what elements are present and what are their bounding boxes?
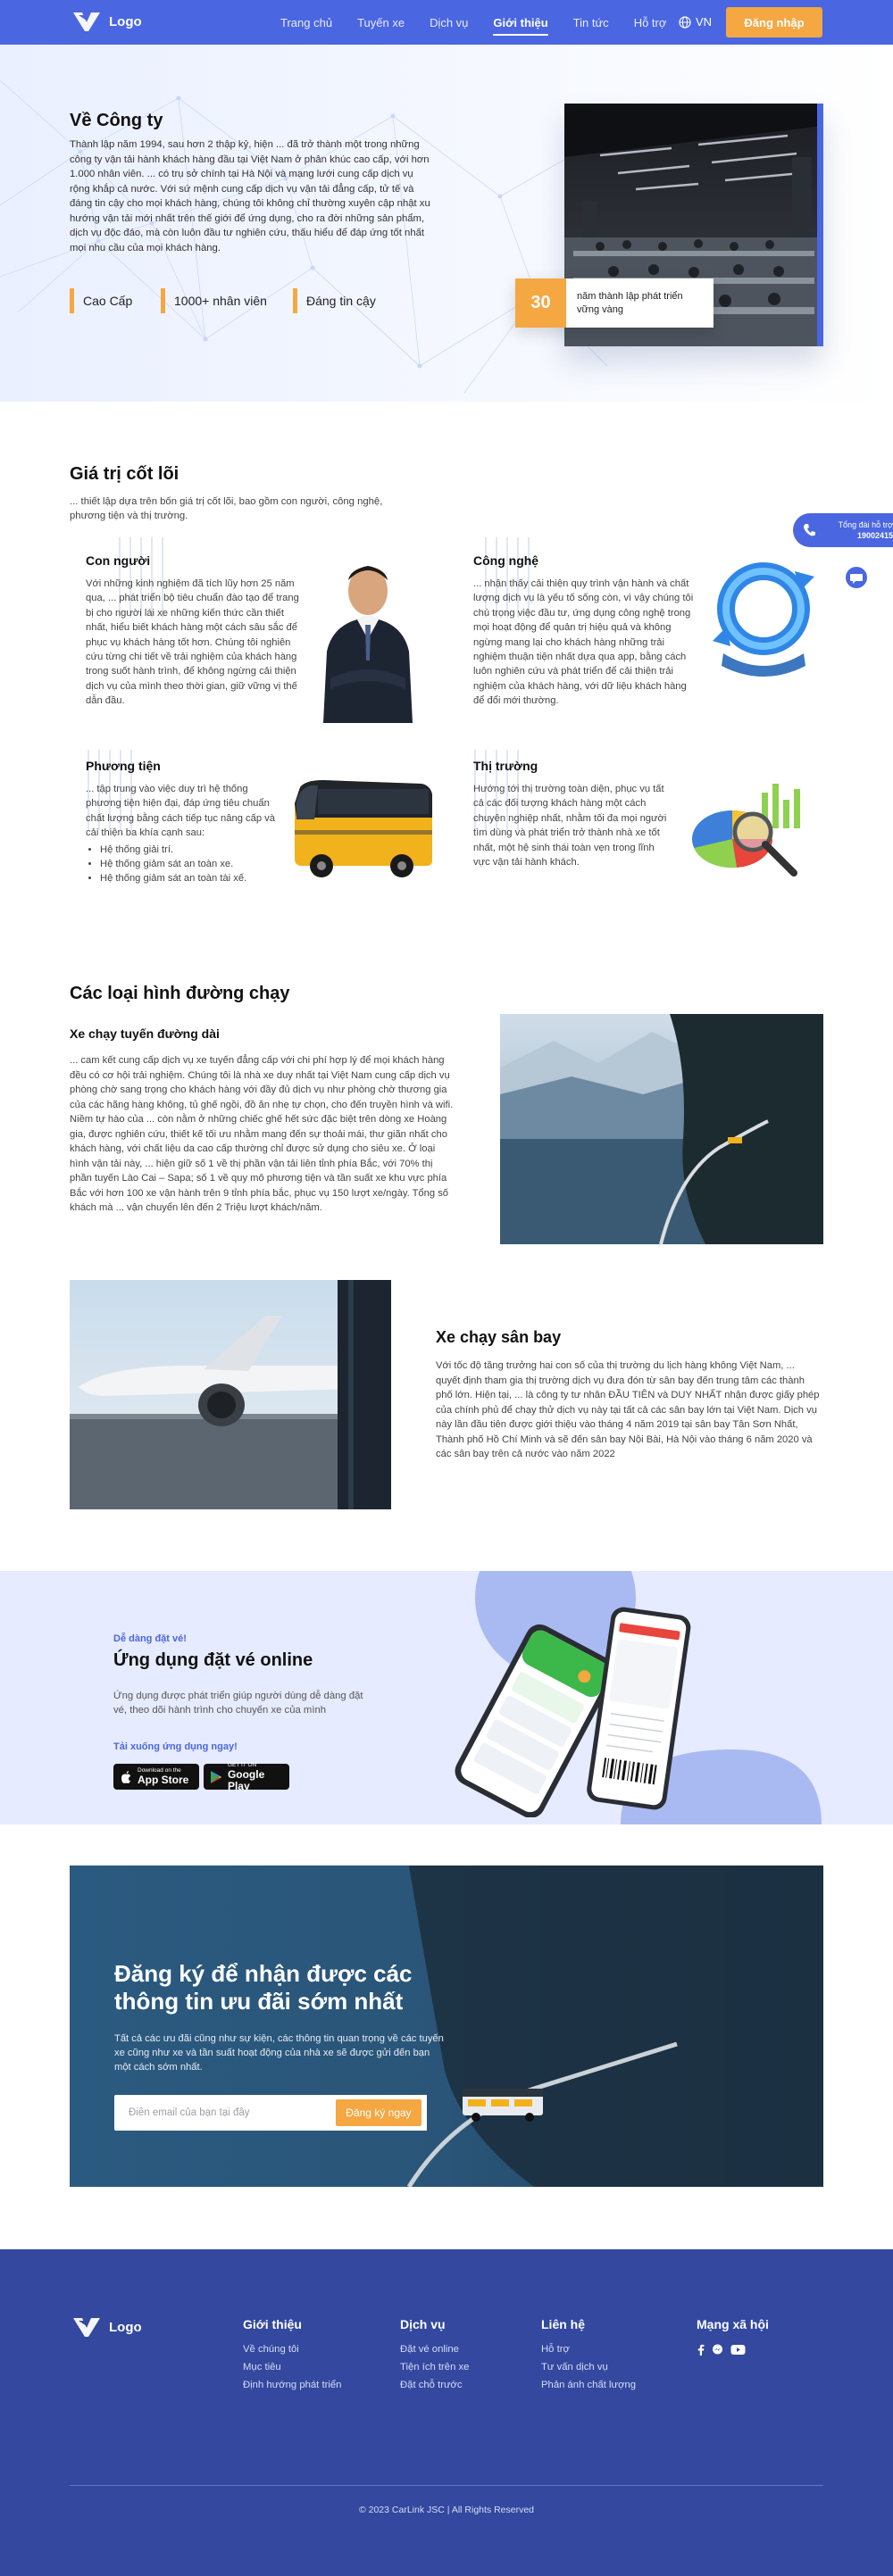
footer-link[interactable]: Đặt vé online [400, 2344, 459, 2355]
newsletter-title: Đăng ký để nhận được các thông tin ưu đãi sớm nhất [114, 1960, 413, 2015]
messenger-icon[interactable] [712, 2344, 723, 2356]
app-description: Ứng dụng được phát triển giúp người dùng dễ dàng đặt vé, theo dõi hành trình cho chuyến xe của mình [113, 1691, 363, 1716]
airport-route-text: Với tốc độ tăng trưởng hai con số của thị trường du lịch hàng không Việt Nam, ... quyết định tham gia thị trường dịch vụ đưa đón từ sân bay đến trung tâm các thành phố lớn. Hiện tại, ... là công ty tư nhân ĐẦU TIÊN và DUY NHẤT nhận được giấy phép của chính phủ để chạy thử dịch vụ này tại tất cả các sân bay lớn tại Việt Nam. Dịch vụ này lần đầu tiên được giới thiệu vào tháng 4 năm 2019 tại sân bay Tân Sơn Nhất, Thành phố Hồ Chí Minh và sẽ đến sân bay Nội Bài, Hà Nội vào tháng 6 năm 2020 và các sân bay trên cả nước vào năm 2022 [436, 1360, 820, 1459]
core-values-title: Giá trị cốt lõi [70, 464, 179, 484]
value-people-title: Con người [86, 553, 151, 568]
header-logo[interactable] [71, 10, 142, 33]
logo-icon [71, 10, 102, 33]
value-vehicles-bullets [100, 843, 277, 886]
bus-image [288, 777, 438, 882]
vehicles-bullet: • Hệ thống giảm sát an toàn tài xế. [100, 871, 277, 885]
tech-cycle-image [705, 553, 822, 678]
nav-news[interactable]: Tin tức [572, 15, 609, 29]
logo-text: Logo [109, 2319, 142, 2335]
app-title: Ứng dụng đặt vé online [113, 1650, 313, 1670]
email-input[interactable] [114, 2095, 333, 2131]
hotline-label: Tổng đài hỗ trợ [838, 520, 893, 529]
nav-about[interactable]: Giới thiệu [480, 16, 560, 29]
phone-icon [797, 517, 823, 544]
subscribe-button[interactable]: Đăng ký ngay [336, 2099, 421, 2126]
years-number: 30 [515, 278, 566, 328]
vehicles-bullet: • Hệ thống giảm sát an toàn xe. [100, 857, 277, 871]
value-technology-text: ... nhận thấy cải thiện quy trình vận hành và chất lượng dịch vụ là yếu tố sống còn, vì vậy chúng tôi chú trọng việc đầu tư, ứng dụng công nghệ trong mọi hoạt động để quản trị hiệu quả và không ngừng mang lại cho khách hàng những trải nghiệm thuận tiện nhất dựa qua app, bằng cách luôn nghiên cứu và phát triển để cải thiện trải nghiệm của khách hàng, với dữ liệu khách hàng để đổi mới thường. [473, 578, 694, 707]
phone-mockups-image [451, 1603, 719, 1817]
nav-routes[interactable]: Tuyến xe [357, 15, 405, 29]
appstore-big-text: App Store [138, 1774, 189, 1786]
about-description: Thành lập năm 1994, sau hơn 2 thập kỷ, hiện ... đã trở thành một trong những công ty vận tải hành khách hàng đầu tại Việt Nam ở phân khúc cao cấp, với hơn 1.000 nhân viên. ... có trụ sở chính tại Hà Nội và mạng lưới cung cấp dịch vụ rộng khắp cả nước. Với sứ mệnh cung cấp dịch vụ vận tải đẳng cấp, tử tế và đáng tin cậy cho mọi khách hàng, chúng tôi không chỉ thường xuyên cập nhật xu hướng vận tải mới nhất trên thế giới để ứng dụng, cho ra đời những sản phẩm, dịch vụ độc đáo, mà còn luôn đầu tư nghiên cứu, thấu hiểu để đáp ứng tốt nhất mọi nhu cầu của mọi khách hàng. [70, 139, 430, 253]
footer-col-services-title: Dịch vụ [400, 2317, 446, 2331]
newsletter-background-image [70, 1866, 823, 2187]
airport-route-title: Xe chạy sân bay [436, 1328, 562, 1346]
long-route-text: ... cam kết cung cấp dịch vụ xe tuyến đẳng cấp với chi phí hợp lý để mọi khách hàng đều có cơ hội trải nghiệm. Chúng tôi là nhà xe duy nhất tại Việt Nam cung cấp dịch vụ phòng chờ sang trọng cho khách hàng với đầy đủ dịch vụ như phòng chờ thương gia của các hãng hàng không, tủ ghế ngồi, đồ ăn nhẹ tự chọn, cho đến truyền hình và wifi. Niềm tự hào của ... còn nằm ở những chiếc ghế hết sức đặc biệt trên dòng xe Hoàng gia, được nghiên cứu, thiết kế tối ưu nhằm mang đến sự thoải mái, thư giãn nhất cho khách hàng, với chất liệu da cao cấp thường chỉ được sử dụng cho siêu xe. Ở loại hình vận tải này, ... hiện giữ số 1 về thị phần vận tải liên tỉnh phía Bắc, với 70% thị phần tuyến Lào Cai – Sapa; số 1 về quy mô phương tiện và tần suất xe khu vực phía Bắc với hơn 100 xe vận hành trên 9 tỉnh phía bắc, phục vụ 150 lượt xe/ngày. Tổng số khách mà ... vận chuyển lên đến 2 Triệu lượt khách/năm. [70, 1055, 454, 1213]
value-market-title: Thị trường [473, 759, 538, 773]
language-switcher[interactable] [679, 15, 712, 29]
footer-logo[interactable] [71, 2315, 142, 2339]
value-market-text: Hướng tới thị trường toàn diện, phục vụ tất cả các đối tượng khách hàng một cách chuyên nghiệp nhất, nhằm tối đa mọi người tìm dùng và phát triển trở thành nhà xe tốt nhất, một hệ sinh thái toàn vẹn trong lĩnh vực vận tải hành khách. [473, 784, 667, 868]
routes-title: Các loại hình đường chạy [70, 984, 290, 1003]
mountain-road-image [500, 1014, 823, 1244]
vehicles-bullet: • Hệ thống giải trí. [100, 843, 277, 857]
footer-link[interactable]: Về chúng tôi [243, 2344, 299, 2355]
chat-icon[interactable] [845, 566, 868, 589]
googleplay-big-text: Google Play [227, 1767, 265, 1792]
logo-icon [71, 2315, 102, 2339]
footer-link[interactable]: Tư vấn dịch vụ [541, 2362, 608, 2372]
appstore-small-text: Download on the [138, 1767, 181, 1774]
app-kicker: Dễ dàng đặt vé! [113, 1633, 187, 1644]
googleplay-small-text: GET IT ON [227, 1761, 257, 1768]
stat-premium: Cao Cấp [70, 288, 132, 313]
globe-icon [679, 16, 691, 29]
about-title: Về Công ty [70, 111, 163, 130]
nav-home[interactable]: Trang chủ [280, 15, 333, 29]
logo-text: Logo [109, 13, 142, 29]
value-vehicles-intro: ... tập trung vào việc duy trì hệ thống phương tiện hiện đại, đáp ứng tiêu chuẩn chất lượng bằng cách tiếp tục nâng cấp và cải thiện ba khía cạnh sau: [86, 784, 275, 839]
social-icons [697, 2344, 746, 2356]
footer-link[interactable]: Đặt chỗ trước [400, 2380, 463, 2390]
market-chart-image [683, 775, 817, 891]
value-vehicles-title: Phương tiện [86, 759, 161, 773]
years-label: năm thành lập phát triển vững vàng [577, 290, 683, 315]
footer-divider [70, 2485, 823, 2486]
businessman-image [314, 553, 421, 723]
footer-col-contact-title: Liên hệ [541, 2317, 586, 2331]
about-section [0, 45, 893, 402]
google-play-icon [210, 1770, 222, 1784]
footer-link[interactable]: Định hướng phát triển [243, 2380, 342, 2390]
value-technology-title: Công nghệ [473, 553, 539, 568]
value-people-text: Với những kinh nghiệm đã tích lũy hơn 25 năm qua, ... phát triển bộ tiêu chuẩn đào tạo để trang bị cho người lái xe những kiến thức cần thiết nhất, hiểu biết khách hàng một cách sâu sắc để phục vụ khách hàng tốt hơn. Chúng tôi nghiên cứu từng chi tiết về trải nghiệm của khách hàng trong suốt hành trình, để không ngừng cải thiện dịch vụ của mình theo thời gian, giữ vững vị thế dẫn đầu. [86, 578, 299, 707]
newsletter-section [70, 1866, 823, 2187]
footer-col-social-title: Mạng xã hội [697, 2317, 769, 2331]
copyright: © 2023 CarLink JSC | All Rights Reserved [358, 2505, 535, 2515]
airport-image [70, 1280, 391, 1509]
stat-employees: 1000+ nhân viên [161, 288, 267, 313]
nav-support[interactable]: Hỗ trợ [633, 15, 667, 29]
footer-col-about-title: Giới thiệu [243, 2317, 302, 2331]
subscribe-button-wrap [333, 2095, 427, 2131]
core-values-description: ... thiết lập dựa trên bốn giá trị cốt lõi, bao gồm con người, công nghệ, phương tiện và thị trường. [70, 496, 383, 521]
youtube-icon[interactable] [730, 2344, 746, 2356]
app-download-section [0, 1571, 893, 1824]
apple-icon [120, 1770, 132, 1784]
footer-link[interactable]: Tiện ích trên xe [400, 2362, 470, 2372]
app-download-label: Tải xuống ứng dụng ngay! [113, 1741, 238, 1752]
footer-link[interactable]: Mục tiêu [243, 2362, 281, 2372]
hotline-number: 19002415 [856, 531, 893, 540]
footer-link[interactable]: Phản ánh chất lượng [541, 2380, 637, 2390]
value-vehicles-text [86, 782, 277, 886]
footer-link[interactable]: Hỗ trợ [541, 2344, 570, 2355]
login-button[interactable]: Đăng nhập [726, 7, 822, 37]
stat-trustworthy: Đáng tin cậy [293, 288, 376, 313]
long-route-title: Xe chạy tuyến đường dài [70, 1026, 220, 1041]
newsletter-description: Tất cả các ưu đãi cũng như sự kiện, các thông tin quan trọng về các tuyến xe cũng như xe và tần suất hoạt động của nhà xe sẽ được gửi đến bạn một cách sớm nhất. [114, 2033, 444, 2073]
google-play-button[interactable] [204, 1761, 289, 1792]
nav-services[interactable]: Dịch vụ [430, 15, 469, 29]
app-store-button[interactable] [113, 1764, 199, 1790]
hotline-button[interactable] [793, 513, 893, 547]
main-nav [268, 0, 679, 45]
top-navbar [0, 0, 893, 45]
language-label: VN [696, 15, 713, 29]
facebook-icon[interactable] [697, 2344, 705, 2356]
footer [0, 2249, 893, 2576]
years-established-badge [515, 278, 714, 328]
